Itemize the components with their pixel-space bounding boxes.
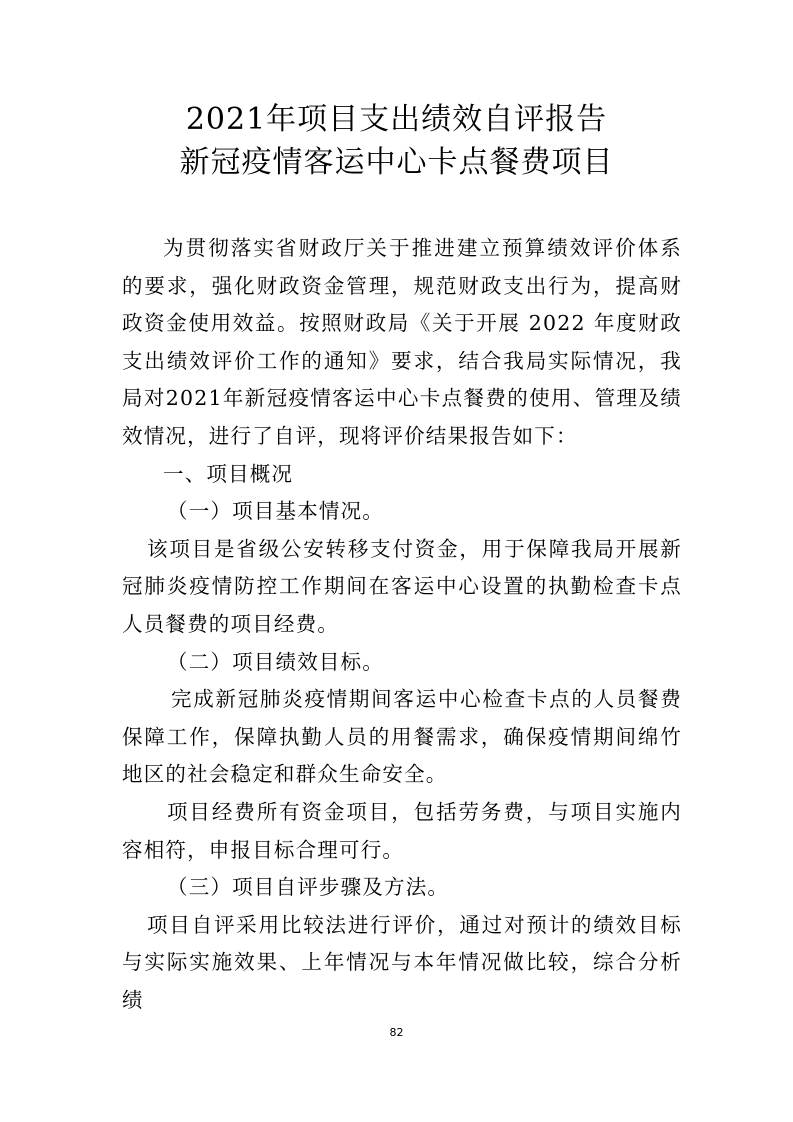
report-subtitle: 新冠疫情客运中心卡点餐费项目 [179,145,614,180]
document-body [122,230,682,1019]
performance-goals-paragraph: 完成新冠肺炎疫情期间客运中心检查卡点的人员餐费保障工作，保障执勤人员的用餐需求，确保疫情期间绵竹地区的社会稳定和群众生命安全。 [122,687,682,787]
intro-paragraph: 为贯彻落实省财政厅关于推进建立预算绩效评价体系的要求，强化财政资金管理，规范财政支出行为，提高财政资金使用效益。按照财政局《关于开展 2022 年度财政支出绩效评价工作的通知》要求，结合我局实际情况，我局对2021年新冠疫情客运中心卡点餐费的使用、管理及绩效情况，进行了自评，现将评价结果报告如下： [122,236,682,448]
funding-items-paragraph: 项目经费所有资金项目，包括劳务费，与项目实施内容相符，申报目标合理可行。 [122,799,682,862]
evaluation-method-paragraph: 项目自评采用比较法进行评价，通过对预计的绩效目标与实际实施效果、上年情况与本年情况做比较，综合分析绩 [122,912,682,1012]
section-heading-overview: 一、项目概况 [163,461,294,486]
subsection-heading-performance-goals: （二）项目绩效目标。 [167,649,384,674]
subsection-heading-evaluation-method: （三）项目自评步骤及方法。 [167,875,450,900]
report-title: 2021年项目支出绩效自评报告 [185,102,608,137]
basic-info-paragraph: 该项目是省级公安转移支付资金，用于保障我局开展新冠肺炎疫情防控工作期间在客运中心设置的执勤检查卡点人员餐费的项目经费。 [122,536,682,636]
page-number: 82 [389,1026,404,1039]
subsection-heading-basic-info: （一）项目基本情况。 [167,499,384,524]
